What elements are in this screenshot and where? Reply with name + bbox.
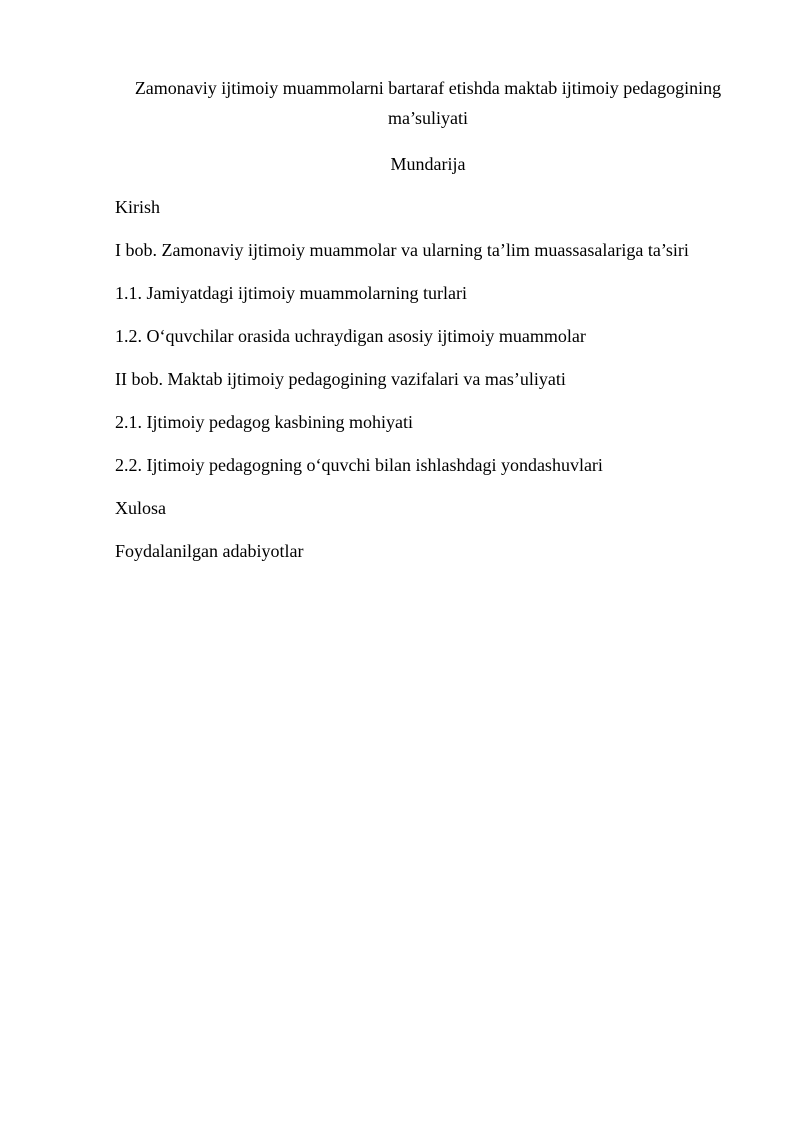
toc-item-introduction: Kirish: [115, 197, 160, 217]
toc-item-section-2-2: 2.2. Ijtimoiy pedagogning o‘quvchi bilan ishlashdagi yondashuvlari: [115, 455, 603, 475]
toc-item-section-1-2: 1.2. O‘quvchilar orasida uchraydigan asosiy ijtimoiy muammolar: [115, 326, 586, 346]
toc-heading: Mundarija: [390, 154, 466, 174]
toc-item-chapter-2: II bob. Maktab ijtimoiy pedagogining vazifalari va mas’uliyati: [115, 369, 566, 389]
table-of-contents: [115, 192, 755, 579]
toc-item-conclusion: Xulosa: [115, 498, 166, 518]
toc-item-chapter-1: I bob. Zamonaviy ijtimoiy muammolar va ularning ta’lim muassasalariga ta’siri: [115, 240, 689, 260]
toc-item-references: Foydalanilgan adabiyotlar: [115, 541, 304, 561]
toc-item-section-2-1: 2.1. Ijtimoiy pedagog kasbining mohiyati: [115, 412, 413, 432]
document-title: Zamonaviy ijtimoiy muammolarni bartaraf etishda maktab ijtimoiy pedagogining ma’suliyati: [134, 78, 722, 128]
toc-item-section-1-1: 1.1. Jamiyatdagi ijtimoiy muammolarning turlari: [115, 283, 467, 303]
